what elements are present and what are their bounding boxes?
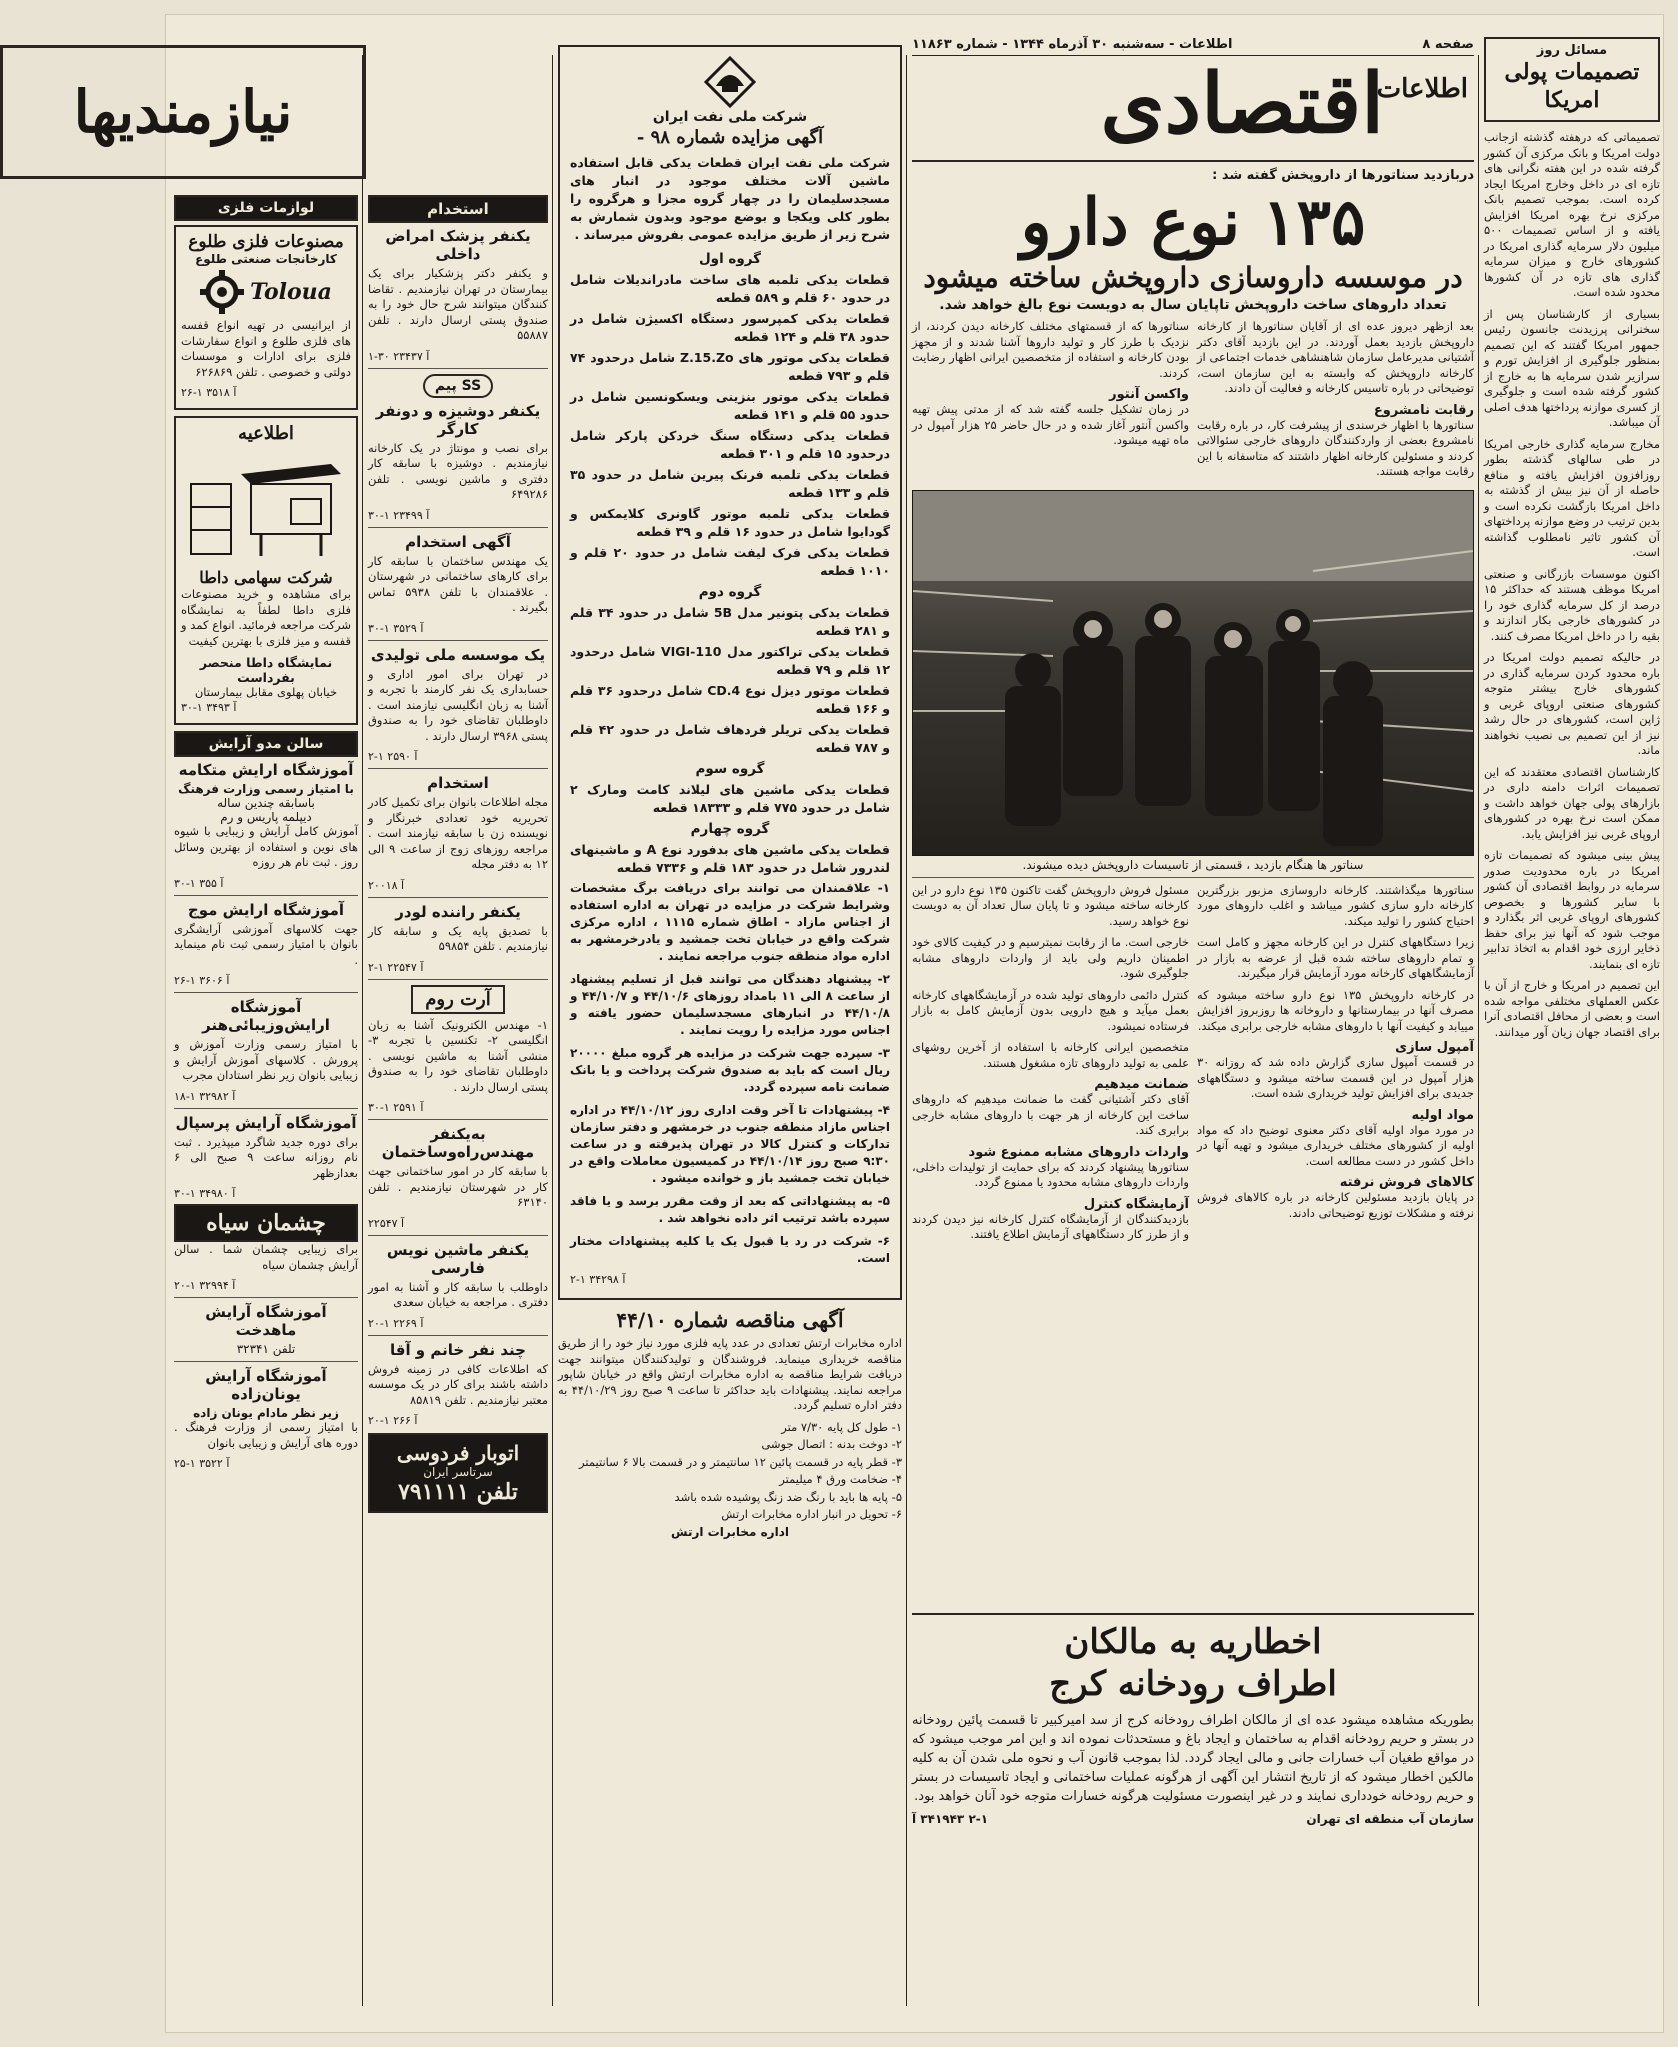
ferdowsi-sub: سرتاسر ایران [423,1465,493,1479]
editorial-box [1484,37,1660,122]
editorial-paragraph: در حالیکه تصمیم دولت امریکا در باره محدود کردن سرمایه گذاری در کشورهای خارج بیشتر متوجه کشورهای صنعتی اروپای غربی و ژاپن است، کشورهای در حال رشد نیز از این تصمیم بی نصیب نخواهند ماند. [1484,650,1660,757]
salon-header: سالن مدو آرایش [174,731,358,757]
daata-code: ۳۰-۱ ۳۴۹۳ آ [181,701,237,714]
employment-ad-title: یک موسسه ملی تولیدی [370,645,546,664]
lead-paragraph: در زمان تشکیل جلسه گفته شد که از مدتی پیش تهیه واکسن آنتور آغاز شده و در حال حاضر ۲۵ هزار آمپول در ماه تهیه میشود. [912,402,1189,447]
karaj-title-1: اخطاریه به مالکان [1064,1622,1322,1662]
tender-signature: اداره مخابرات ارتش [671,1524,789,1539]
lead-paragraph: سناتورها میگذاشتند. کارخانه داروسازی مزبور بزرگترین کارخانه دارو سازی کشور میباشد و اغلب داروهای مورد احتیاج کشور را تولید میکند. [1197,882,1474,928]
gear-logo-icon [200,270,244,314]
photo-illustration [913,491,1473,855]
auction-items [570,250,890,877]
employment-ad-code: ۲۰-۱ ۲۲۶۹ آ [368,1316,424,1330]
auction-item: قطعات یدکی دستگاه سنگ خردکن پارکر شامل درحدود ۱۵ قلم و ۳۰۱ قطعه [570,428,890,461]
metals-header: لوازمات فلزی [174,195,358,221]
lead-subheading: ضمانت میدهیم [1094,1077,1189,1092]
lead-body-col [912,883,1189,1249]
employment-ad-title: یکنفر پزشک امراض داخلی [385,227,531,263]
auction-group-heading: گروه دوم [698,584,762,600]
lead-paragraph: در مورد مواد اولیه آقای دکتر معنوی توضیح داد که مواد اولیه از کشورهای مختلف خریداری میشود و تهیه آنها در داخل کشور در دست مطالعه است. [1197,1122,1474,1168]
employment-ad-code: ۲-۱ ۲۵۹۰ آ [368,750,418,763]
daata-addr: خیابان پهلوی مقابل بیمارستان [194,685,338,699]
metals-ad-title: مصنوعات فلزی طلوع [188,232,344,252]
oil-auction-ad [558,45,902,1300]
daata-ad [174,416,358,725]
lead-paragraph: زیرا دستگاههای کنترل در این کارخانه مجهز و کامل است و تمام داروهای ساخته شده قبل از عرضه به بازار در آزمایشگاههای کارخانه مورد آزمایش قرار میگیرند. [1197,935,1474,980]
editorial-paragraph: بسیاری از کارشناسان پس از سخنرانی پرزیدنت جانسون رئیس جمهور امریکا گفتند که این تصمیم بمنظور جلوگیری از افزایش تورم و سرازیر شدن سرمایه ها به خارج از کشور گرفته شده است و جلوگیری از کسری موازنه پرداختها هدف اصلی آن میباشد. [1484,306,1660,429]
ss-logo [368,374,548,398]
auction-group-heading: گروه اول [698,251,762,267]
lead-body-col [1197,883,1474,1249]
lead-paragraph: سناتورها با اظهار خرسندی از پیشرفت کار، در باره رقابت نامشروع بعضی از واردکنندگان داروهای خارجی سئوالاتی کردند و مسئولین کارخانه اظهار داشتند که متاسفانه با این رقابت مواجه هستند. [1197,417,1474,478]
auction-item: قطعات یدکی کمپرسور دستگاه اکسیژن شامل در حدود ۳۸ قلم و ۱۲۴ قطعه [570,311,890,344]
editorial-title: تصمیمات پولی امریکا [1504,59,1640,113]
salon-sub: زیر نظر مادام یونان زاده [193,1406,339,1420]
daata-body: برای مشاهده و خرید مصنوعات فلزی داطا لطفاً به نمایشگاه شرکت مراجعه فرمائید. انواع کمد و قفسه و میز فلزی با بهترین کیفیت [181,587,351,648]
lead-headline: ۱۳۵ نوع دارو [1020,185,1366,260]
classifieds-column [73,45,358,2008]
lead-paragraph: در قسمت آمپول سازی گزارش داده شد که روزانه ۳۰ هزار آمپول در این قسمت ساخته میشود و دستگاههای جدیدی برای افزایش تولید خریداری شده است. [1197,1055,1474,1100]
masthead-big: اقتصادی [1100,56,1384,152]
editorial-column [1484,37,1660,2008]
auction-item: قطعات یدکی پتونیر مدل 5B شامل در حدود ۳۴ قلم و ۲۸۱ قطعه [570,605,890,638]
karaj-title-2: اطراف رودخانه کرج [1049,1664,1337,1704]
auction-item: قطعات یدکی تلمبه موتور گاونری کلایمکس و گودایوا شامل در حدود ۱۶ قلم و ۳۹ قطعه [570,506,890,539]
employment-column [368,45,548,2008]
salon-title: آموزشگاه آرایش یونان‌زاده [205,1367,327,1403]
auction-condition: ۲- پیشنهاد دهندگان می توانند قبل از تسلیم پیشنهاد از ساعت ۸ الی ۱۱ بامداد روزهای ۴۴/۱۰/۶ و ۴۴/۱۰/۷ و ۴۴/۱۰/۸ در انبارهای مسجدسلیمان حضور یافته و اجناس مورد مزایده را رویت نمایند . [570,972,890,1037]
lead-subheading: واردات داروهای مشابه ممنوع شود [968,1144,1189,1160]
auction-column [558,45,902,2008]
employment-ad-body: در تهران برای امور اداری و حسابداری یک نفر کارمند با تجربه و آشنا به زبان انگلیسی نیازمند است . داوطلبان تقاضای خود را به صندوق پستی ۳۹۶۸ ارسال دارند . [368,666,548,743]
issue-date: اطلاعات - سه‌شنبه ۳۰ آذرماه ۱۳۴۴ - شماره ۱۱۸۶۳ [912,37,1233,52]
auction-conditions [570,880,890,1267]
auction-item: قطعات یدکی ماشین های لیلاند کامت ومارک ۲ شامل در حدود ۷۷۵ قلم و ۱۸۳۳۳ قطعه [570,782,890,815]
office-furniture-icon [181,444,351,564]
tender-specs [558,1420,902,1523]
employment-header: استخدام [368,195,548,223]
employment-ad-title: یکنفر ماشین نویس فارسی [386,1240,530,1277]
karaj-footer [912,1812,1474,1826]
editorial-paragraph: این تصمیم در امریکا و خارج از آن با عکس العملهای مختلفی مواجه شده است و بعضی از محافل اقتصادی آنرا برای اقتصاد جهان زیان آور میدانند. [1484,978,1660,1039]
lead-subheading: واکسن آنتور [1109,387,1189,402]
salon-code: ۳۰-۱ ۳۴۹۸۰ آ [174,1187,236,1200]
tender-body: اداره مخابرات ارتش تعدادی در عدد پایه فلزی مورد نیاز خود را از طریق مناقصه خریداری مینماید. فروشندگان و تولیدکنندگان میتوانند جهت دریافت شرایط مناقصه به اداره مخابرات ارتش واقع در خیابان شاپور مراجعه نمایند. پیشنهادات باید حداکثر تا ساعت ۹ صبح روز ۴۴/۱۰/۲۹ به دفتر اداره تسلیم گردد. [558,1336,902,1412]
auction-item: قطعات موتور دیزل نوع CD.4 شامل درحدود ۳۶ قلم و ۱۶۶ قطعه [570,683,890,716]
karaj-body: بطوریکه مشاهده میشود عده ای از مالکان اطراف رودخانه کرج از سد امیرکبیر تا قسمت پائین رودخانه در بستر و حریم رودخانه اقدام به ساختمان و ایجاد باغ و مستحدثات نموده اند و این امر موجب میشود که در مواقع طغیان آب خسارات جانی و مالی ایجاد گردد. لذا بموجب قانون آب و نحوه ملی شدن آن به کلیه مالکین اخطار میشود که از تاریخ انتشار این آگهی از هرگونه عملیات ساختمانی و ایجاد تاسیسات در بستر و حریم رودخانه خودداری نمایند و در غیر اینصورت مسئولیت هرگونه خسارات متوجه خود آنان خواهد بود. [912,1713,1474,1804]
auction-title: آگهی مزایده شماره ۹۸ - [636,127,824,148]
lead-paragraph: در پایان بازدید مسئولین کارخانه در باره کالاهای فروش نرفته و مشکلات توزیع توضیحاتی دادند. [1197,1190,1474,1220]
masthead-small: اطلاعات [1376,74,1468,104]
auction-condition: ۳- سپرده جهت شرکت در مزایده هر گروه مبلغ ۲۰۰۰۰ ریال است که باید به صندوق شرکت پرداخت و یا بانک ضمانت نامه سپرده گردد. [570,1046,890,1094]
auction-intro: شرکت ملی نفت ایران قطعات یدکی قابل استفاده ماشین آلات مختلف موجود در انبار های مسجدسلیمان را در چهار گروه مجزا و هرگروه را بطور کلی ویکجا و بوضع موجود وبدون شمارش به شرح زیر از طریق مزایده عمومی بفروش میرساند . [570,155,890,242]
salon-body: برای دوره جدید شاگرد میپذیرد . ثبت نام روزانه ساعت ۹ صبح الی ۶ بعدازظهر [174,1134,358,1180]
art-logo-text: آرت روم [411,985,504,1014]
tender-spec: ۱- طول کل پایه ۷/۳۰ متر [781,1419,902,1434]
employment-ad-body: با سابقه کار در امور ساختمانی جهت کار در شهرستان نیازمندیم . تلفن ۶۳۱۴۰ [368,1164,548,1209]
editorial-paragraph: اکنون موسسات بازرگانی و صنعتی امریکا موظف هستند که حداکثر ۱۵ درصد از کل سرمایه گذاری خود را در کشورهای خارجی بکار اندازند و بقیه را در داخل امریکا مصرف کنند. [1484,566,1660,643]
employment-ad-title: یکنفر راننده لودر [395,902,521,921]
lead-paragraph: سناتورها پیشنهاد کردند که برای حمایت از تولیدات داخلی، واردات داروهای مشابه محدود یا ممنوع گردد. [912,1159,1189,1189]
tender-ad [558,1308,902,1539]
ss-logo-text: SS پیم [423,374,493,398]
ferdowsi-phone: تلفن ۷۹۱۱۱۱ [398,1479,518,1505]
metals-ad-code: ۲۶-۱ ۳۵۱۸ آ [181,386,237,399]
daata-title: شرکت سهامی داطا [199,568,333,587]
nioc-emblem-icon [570,55,890,109]
lead-kicker: دربازدید سناتورها از داروپخش گفته شد : [1212,168,1474,183]
employment-ad-title: به‌یکنفر مهندس‌راه‌وساختمان [381,1125,535,1161]
editorial-paragraph: پیش بینی میشود که تصمیمات تازه امریکا در باره محدودیت صدور سرمایه در روابط اقتصادی آن کشور با سایر کشورها و بخصوص کشورهای اروپای غربی اثر بگذارد و موجب شود که آنها نیز برای حفظ ذخایر ارزی خود اقدام به اتخاذ تدابیر تازه ای بنمایند. [1484,848,1660,971]
employment-ad-code: ۳۰-۱ ۲۳۴۹۹ آ [368,508,430,522]
salon-code: ۳۰-۱ ۳۵۵ آ [174,876,224,890]
newspaper-page [73,14,1664,2033]
employment-ad-body: و یکنفر دکتر پزشکیار برای یک بیمارستان در تهران نیازمندیم . تقاضا کنندگان میتوانند شرح حال خود را به صندوق پستی ارسال دارند . تلفن ۵۵۸۸۷ [368,266,548,342]
auction-condition: ۵- به پیشنهاداتی که بعد از وقت مقرر برسد و یا فاقد سپرده باشد ترتیب اثر داده نخواهد شد . [570,1194,890,1225]
salon-body: تلفن ۳۲۳۴۱ [236,1342,296,1356]
tender-spec: ۳- قطر پایه در قسمت پائین ۱۲ سانتیمتر و در قسمت بالا ۶ سانتیمتر [579,1454,902,1469]
lead-subheading: کالاهای فروش نرفته [1339,1175,1474,1190]
lead-subheading: آزمایشگاه کنترل [1083,1196,1189,1212]
tender-spec: ۵- پایه ها باید با رنگ ضد زنگ پوشیده شده باشد [674,1489,902,1504]
tender-spec: ۲- دوخت بدنه : اتصال جوشی [761,1437,902,1451]
salon-body: با امتیاز رسمی از وزارت فرهنگ . دوره های آرایش و زیبایی بانوان [174,1420,358,1450]
classifieds-masthead-title: نیازمندیها [73,78,293,146]
employment-ad-body: ۱- مهندس الکترونیک آشنا به زبان انگلیسی ۲- تکنسین با تجربه ۳- منشی آشنا به ماشین نویسی . داوطلبان تقاضای خود را به صندوق پستی ارسال دارند . [368,1017,548,1094]
auction-code: ۲-۱ ۳۴۲۹۸ آ [570,1273,626,1286]
auction-item: قطعات یدکی تلمبه فرنک پیرین شامل در حدود ۳۵ قلم و ۱۳۳ قطعه [570,467,890,500]
salon-logo-box [174,1204,358,1242]
salon-sub: دیپلمه پاریس و رم [220,810,312,824]
salon-body: برای زیبایی چشمان شما . سالن آرایش چشمان سیاه [174,1242,358,1272]
salon-body: با امتیاز رسمی وزارت آموزش و پرورش . کلاسهای آموزش آرایش و زیبایی بانوان زیر نظر استادان مجرب [174,1037,358,1082]
lead-subhead: در موسسه داروسازی داروپخش ساخته میشود [923,261,1463,294]
classifieds-masthead [0,45,366,179]
employment-ad-title: آگهی استخدام [405,532,511,551]
auction-condition: ۱- علاقمندان می توانند برای دریافت برگ مشخصات وشرایط شرکت در مزایده در تهران به اداره استفاده از اجناس مازاد - اطاق شماره ۱۱۱۵ ، اداره مرکزی شرکت واقع در خیابان تخت جمشید و یادرخرمشهر به اداره مواد منطقه جنوب مراجعه نمایند . [570,881,891,963]
employment-ad-body: با تصدیق پایه یک و سابقه کار نیازمندیم . تلفن ۵۹۸۵۴ [368,923,548,953]
lead-subheading: مواد اولیه [1411,1107,1474,1123]
karaj-notice [912,1613,1474,1826]
salon-title: آموزشگاه ارایش متکامه [178,761,354,779]
column-rule [362,55,363,2006]
salon-logo: چشمان سیاه [206,1210,326,1236]
salon-title: آموزشگاه آرایش ماهدخت [205,1303,327,1339]
employment-ad-code: ۲۲۵۴۷ آ [368,1216,405,1230]
employment-ad-body: که اطلاعات کافی در زمینه فروش داشته باشند برای کار در یک موسسه معتبر نیازمندیم . تلفن ۸۵۸۱۹ [368,1361,548,1407]
metals-ad-sub: کارخانجات صنعتی طلوع [195,252,337,266]
auction-item: قطعات یدکی تریلر فردهاف شامل در حدود ۴۲ قلم و ۷۸۷ قطعه [570,722,890,755]
employment-ad-code: ۱-۳۰ ۲۳۴۳۷ آ [368,349,430,363]
salon-sub: با امتیاز رسمی وزارت فرهنگ [178,782,354,796]
metals-logo [181,270,351,314]
lead-paragraph: در کارخانه داروپخش ۱۳۵ نوع دارو ساخته میشود که مصرف آنها در بیمارستانها و داروخانه ها روزبروز افزایش مییابد و کیفیت آنها با داروهای مشابه خارجی برابری میکند. [1197,987,1474,1033]
employment-ad-body: برای نصب و مونتاژ در یک کارخانه نیازمندیم . دوشیزه با سابقه کار دفتری و ماشین نویسی . تلفن ۶۴۹۲۸۶ [368,440,548,501]
metals-ad [174,225,358,410]
lead-subheading: آمپول سازی [1395,1040,1474,1055]
karaj-code: ۲-۱ ۳۴۱۹۴۳ آ [912,1812,989,1826]
masthead [912,56,1474,162]
daata-head2: نمایشگاه داطا منحصر بفرداست [199,655,333,685]
column-rule [1478,55,1479,2006]
salon-code: ۲۶-۱ ۳۶۰۶ آ [174,974,230,987]
lead-intro-col [912,319,1189,486]
auction-item: قطعات یدکی موتور بنزینی ویسکونسین شامل در حدود ۵۵ قلم و ۱۴۱ قطعه [570,389,890,422]
salon-body: جهت کلاسهای آموزشی آرایشگری بانوان با امتیاز رسمی ثبت نام مینماید . [174,921,358,967]
lead-intro-col [1197,319,1474,486]
salon-title: آموزشگاه ارایش‌وزیبائی‌هنر [202,998,330,1034]
tender-spec: ۶- تحویل در انبار اداره مخابرات ارتش [721,1507,902,1521]
employment-ad-title: چند نفر خانم و آقا [389,1340,526,1359]
employment-ad-body: داوطلب با سابقه کار و آشنا به امور دفتری . مراجعه به خیابان سعدی [368,1279,548,1309]
lead-paragraph: خارجی است. ما از رقابت نمیترسیم و در کیفیت کالای خود اطمینان داریم ولی باید از واردات داروهای مشابه جلوگیری شود. [911,935,1189,980]
employment-ad-title: یکنفر دوشیزه و دونفر کارگر [375,401,541,438]
auction-company: شرکت ملی نفت ایران [652,109,808,125]
employment-ad-code: ۲۰-۱ ۲۶۶ آ [368,1414,418,1427]
announcement-title: اطلاعیه [238,423,294,444]
metals-ad-body: از ایرانیسی در تهیه انواع قفسه های فلزی طلوع و انواع سفارشات فلزی برای ادارات و موسسات دولتی و خصوصی . تلفن ۶۲۶۸۶۹ [181,318,351,379]
salon-code: ۲۰-۱ ۳۲۹۹۴ آ [174,1279,236,1292]
salon-sub: باسابقه چندین ساله [217,796,315,810]
auction-item: قطعات یدکی موتور های Z.15.Zo شامل درحدود ۷۴ قلم و ۷۹۳ قطعه [570,350,890,383]
tender-spec: ۴- ضخامت ورق ۴ میلیمتر [779,1472,902,1486]
employment-ad-body: یک مهندس ساختمان با سابقه کار برای کارهای ساختمانی در شهرستان . علاقمندان با تلفن ۵۹۳۸ تماس بگیرند . [368,553,549,614]
news-photo [912,490,1474,856]
salon-code: ۲۵-۱ ۳۵۲۲ آ [174,1457,230,1470]
salon-body: آموزش کامل آرایش و زیبایی با شیوه های نوین و استفاده از بهترین وسائل روز . ثبت نام هر روزه [174,824,358,869]
auction-item: قطعات یدکی تلمبه های ساخت مادراندیلات شامل در حدود ۶۰ قلم و ۵۸۹ قطعه [570,272,890,305]
lead-paragraph: سناتورها که از قسمتهای مختلف کارخانه دیدن کردند، از نزدیک با طرز کار و تولید داروها آشنا شدند و از مجهز بودن کارخانه و استفاده از متخصصین ایرانی اظهار رضایت کردند. [912,319,1189,380]
art-logo [368,985,548,1014]
editorial-paragraph: مخارج سرمایه گذاری خارجی امریکا در طی سالهای گذشته بطور روزافزون افزایش یافته و منافع حاصله از آن نیز بیش از گذشته به داخل امریکا بازگشت نکرده است و بدین ترتیب در وضع موازنه پرداختهای آن کشور تاثیر نامطلوب گذاشته است. [1484,436,1660,559]
lead-paragraph: کنترل دائمی داروهای تولید شده در آزمایشگاههای کارخانه بعمل میآید و هیچ دارویی بدون آزمایش کامل به بازار فرستاده نمیشود. [912,987,1189,1033]
column-rule [906,55,907,2006]
employment-ad-body: مجله اطلاعات بانوان برای تکمیل کادر تحریریه خود تعدادی خبرنگار و نویسنده زن با سابقه نیازمند است . مراجعه روزهای زوج از ساعت ۹ الی ۱۲ به دفتر مجله [368,795,548,871]
auction-condition: ۶- شرکت در رد یا قبول یک یا کلیه پیشنهادات مختار است. [570,1234,890,1265]
lead-story-area [912,37,1474,2008]
employment-ad-code: ۳۰-۱ ۳۵۲۹ آ [368,621,424,635]
salon-code: ۱۸-۱ ۳۲۹۸۲ آ [174,1089,236,1103]
lead-paragraph: بازدیدکنندگان از آزمایشگاه کنترل کارخانه نیز دیدن کردند و از طرز کار دستگاههای آزمایش اطلاع یافتند. [912,1211,1189,1241]
photo-caption: سناتور ها هنگام بازدید ، قسمتی از تاسیسات داروپخش دیده میشوند. [1022,857,1364,872]
metals-logo-text: Toloua [250,279,332,305]
page-number: صفحه ۸ [1422,37,1474,52]
lead-paragraph: متخصصین ایرانی کارخانه با استفاده از آخرین روشهای علمی به تولید داروهای تازه مشغول هستند. [912,1040,1189,1070]
auction-group-heading: گروه چهارم [690,821,770,837]
auction-item: قطعات یدکی فرک لیفت شامل در حدود ۲۰ قلم و ۱۰۱۰ قطعه [570,545,890,578]
editorial-kicker: مسائل روز [1536,43,1608,58]
employment-ad-code: ۳۰-۱ ۲۵۹۱ آ [368,1101,424,1114]
lead-intro-columns [912,319,1474,486]
employment-ad-code: ۲۰۰۱۸ آ [368,878,405,892]
auction-item: قطعات یدکی ماشین های بدفورد نوع A و ماشینهای لندرور شامل در حدود ۱۸۳ قلم و ۷۳۳۶ قطعه [570,842,890,875]
editorial-paragraph: تصمیماتی که درهفته گذشته ازجانب دولت امریکا و بانک مرکزی آن کشور گرفته شده در این هفته نگرانی های تازه ای در داخل وخارج امریکا ایجاد کرده است. بموجب تصمیم بانک مرکزی نرخ بهره امریکا افزایش یافته و از اساس تصمیمات ۵۰۰ میلیون دلار سرمایه گذاری امریکا در کشورهای خارج و میزان سرمایه گذاری های تازه در آن کشورها محدود شده است. [1484,130,1660,299]
column-rule [552,55,553,2006]
ferdowsi-ad [368,1433,548,1513]
salon-title: آموزشگاه ارایش موج [187,900,345,919]
lead-paragraph: آقای دکتر آشتیانی گفت ما ضمانت میدهیم که داروهای ساخت این کارخانه از هر جهت با داروهای مشابه خارجی برابری کند. [912,1092,1189,1137]
employment-ad-code: ۲-۱ ۲۲۵۴۷ آ [368,960,424,974]
auction-item: قطعات یدکی تراکتور مدل VIGI-110 شامل درحدود ۱۲ قلم و ۷۹ قطعه [570,644,890,677]
tender-title: آگهی مناقصه شماره ۴۴/۱۰ [616,1308,844,1332]
salon-title: آموزشگاه آرایش پرسپال [175,1113,357,1132]
employment-ad-title: استخدام [427,774,489,792]
lead-paragraph: بعد ازظهر دیروز عده ای از آقایان سناتورها از کارخانه داروپخش بازدید بعمل آوردند. در این بازدید آقای دکتر آشتیانی مدیرعامل سازمان شاهنشاهی خدمات اجتماعی از کارخانه داروپخش که وابسته به این سازمان است، توضیحاتی در باره تاسیس کارخانه و فعالیت آن دادند. [1197,319,1474,395]
lead-deck: تعداد داروهای ساخت داروپخش تاپایان سال به دویست نوع بالغ خواهد شد. [939,297,1447,313]
auction-group-heading: گروه سوم [695,761,765,777]
ferdowsi-title: اتوبار فردوسی [396,1441,520,1465]
lead-body-columns [912,883,1474,1249]
karaj-signature: سازمان آب منطقه ای تهران [1306,1812,1474,1826]
lead-subheading: رقابت نامشروع [1373,402,1474,418]
lead-paragraph: مسئول فروش داروپخش گفت تاکنون ۱۳۵ نوع دارو در این کارخانه ساخته میشود و تا پایان سال تعداد آن به دویست نوع خواهد رسید. [912,882,1189,928]
editorial-paragraph: کارشناسان اقتصادی معتقدند که این تصمیمات اثرات دامنه داری در بازارهای پولی جهان خواهد داشت و ممکن است نرخ بهره در کشورهای اروپای غربی نیز افزایش یابد. [1484,764,1660,841]
auction-condition: ۴- پیشنهادات تا آخر وقت اداری روز ۴۴/۱۰/۱۲ در اداره اجناس مازاد منطقه جنوب در خرمشهر و دفتر سازمان تدارکات و کنترل کالا در تهران پذیرفته و در ساعت ۹:۳۰ صبح روز ۴۴/۱۰/۱۴ در کمیسیون معاملات واقع در خیابان تخت جمشید باز و خوانده میشود . [570,1103,890,1185]
